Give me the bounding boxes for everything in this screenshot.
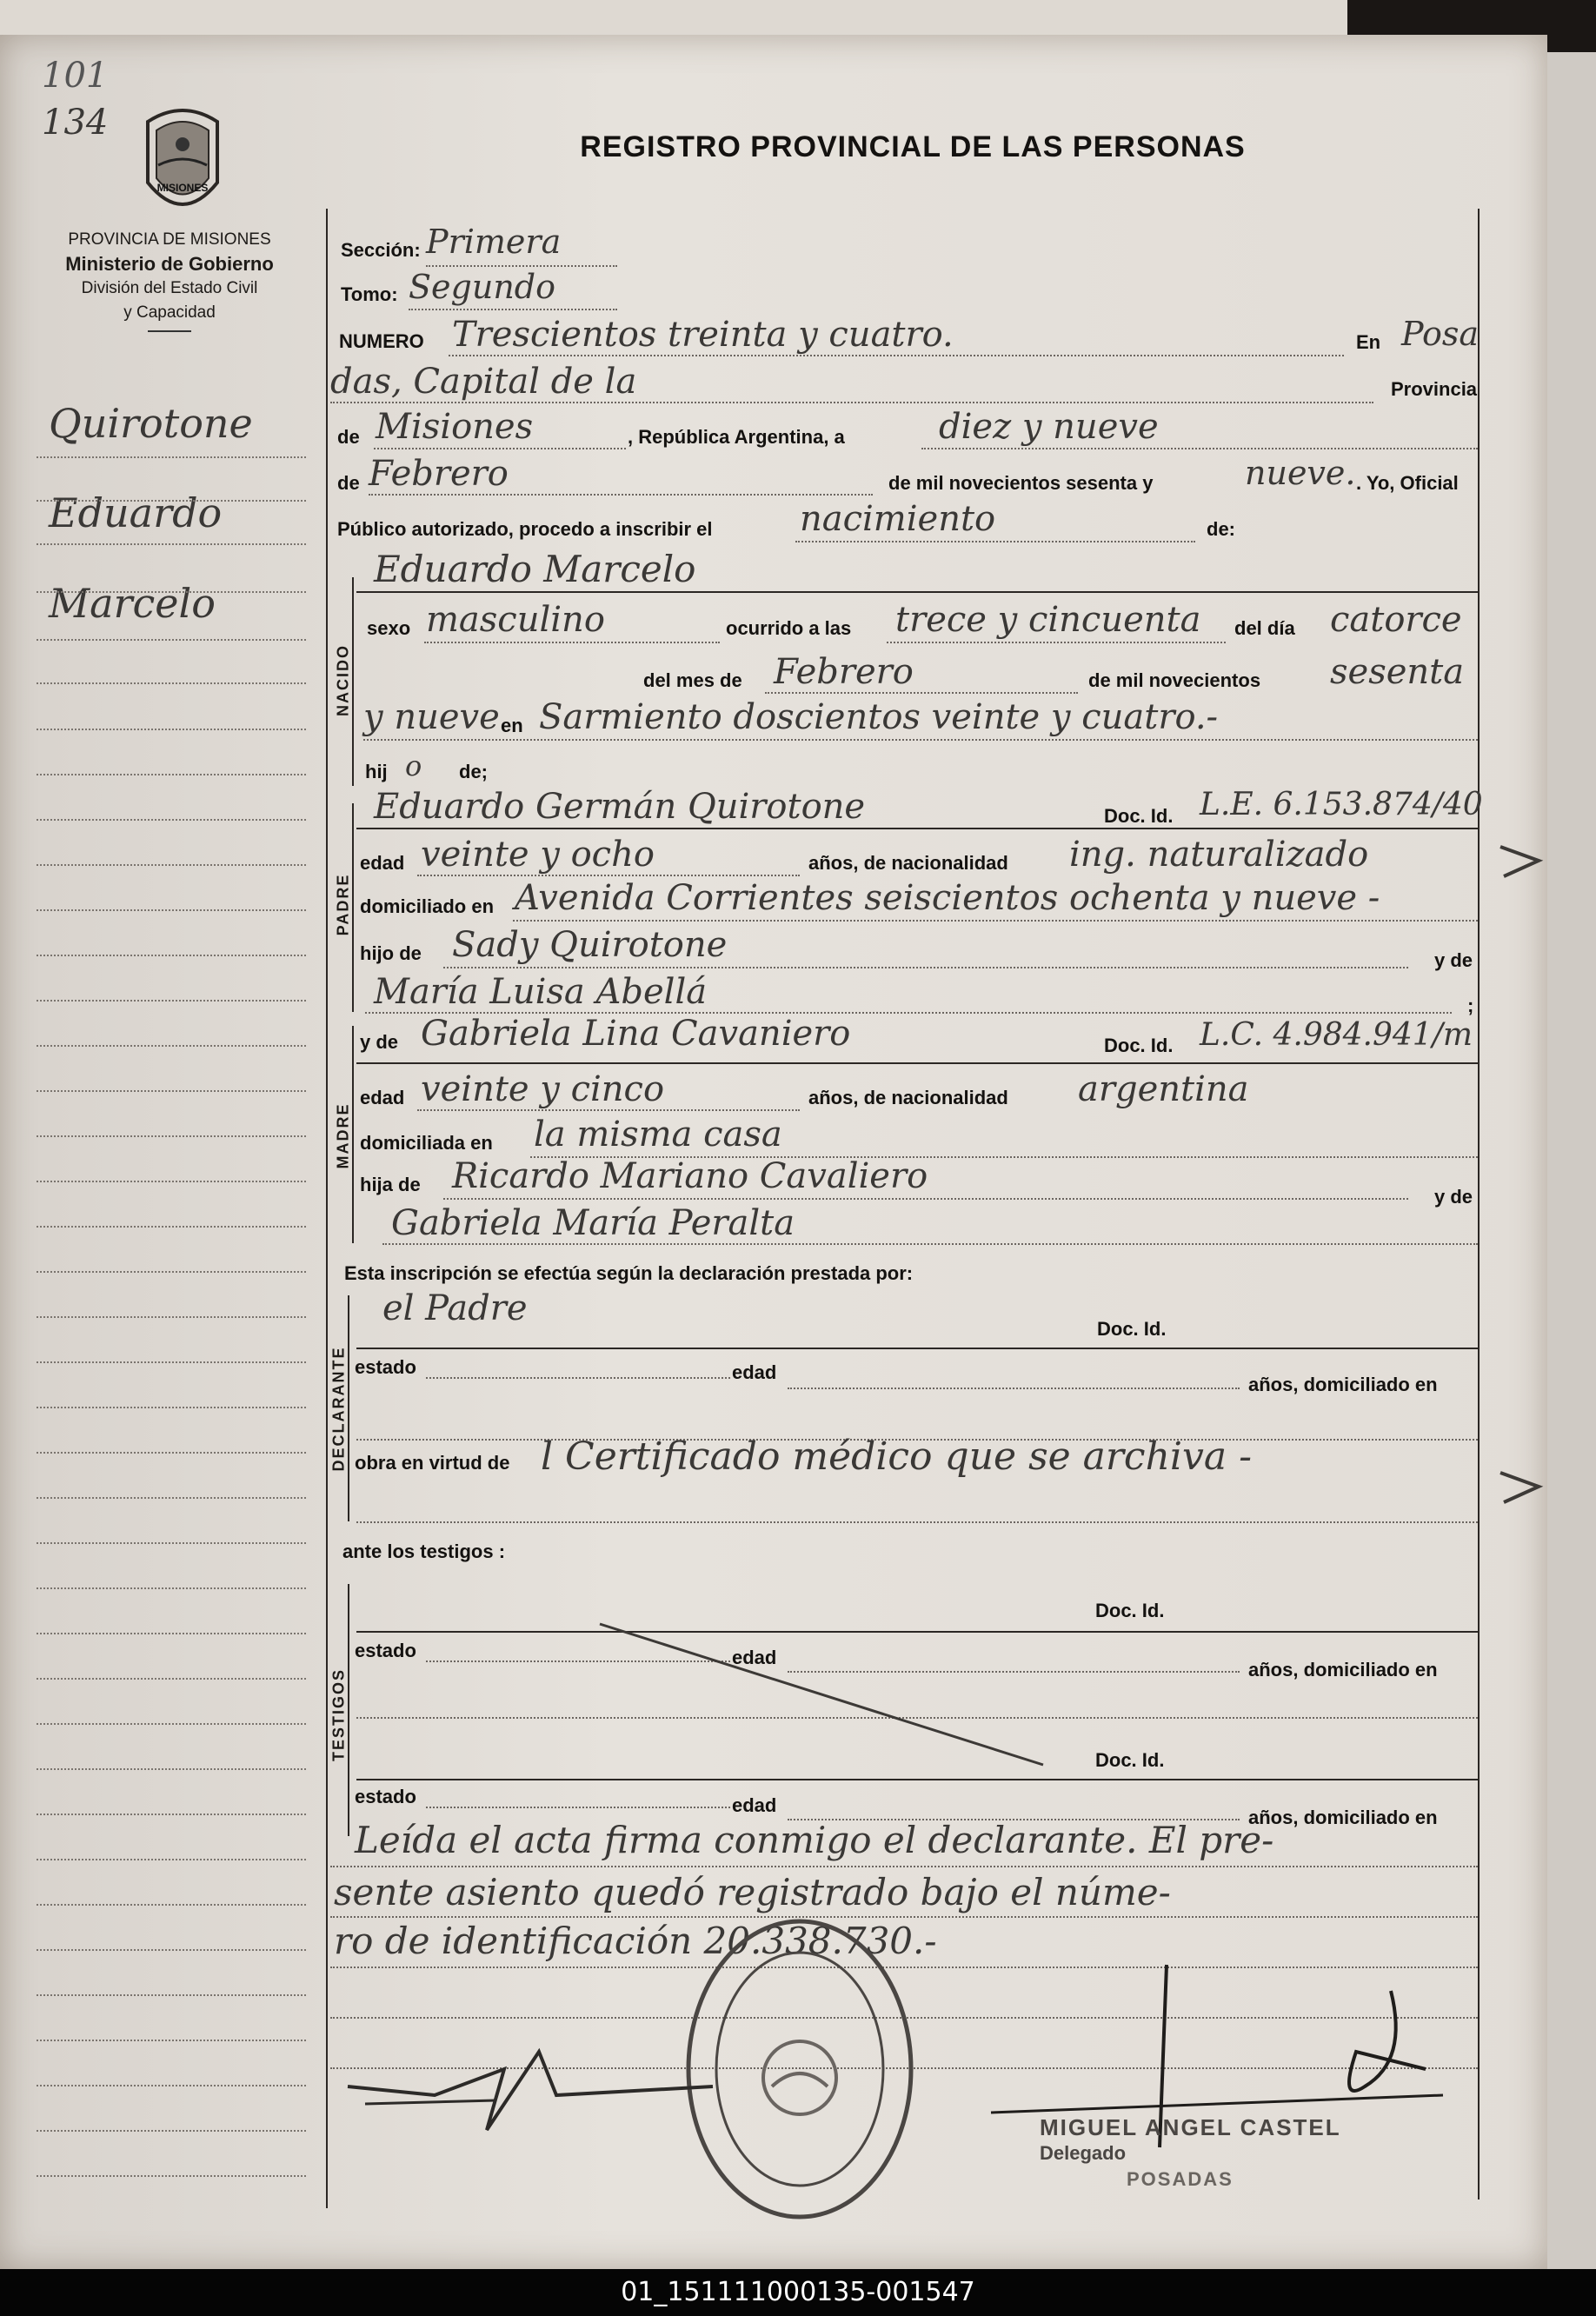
- place-line: [330, 402, 1373, 403]
- seal-label: MISIONES: [156, 182, 209, 194]
- numero-line: [449, 355, 1344, 356]
- date-day: diez y nueve: [939, 407, 1159, 447]
- seccion-label: Sección:: [341, 239, 421, 261]
- declarante-edad-label: edad: [732, 1361, 777, 1383]
- madre-dom: la misma casa: [534, 1115, 782, 1155]
- date-month: Febrero: [369, 454, 509, 494]
- sexo-label: sexo: [367, 617, 411, 639]
- hij-label: hij: [365, 761, 388, 782]
- del-dia-label: del día: [1234, 617, 1295, 639]
- madre-edad-line: [417, 1109, 800, 1111]
- padre-madre: María Luisa Abellá: [374, 972, 708, 1012]
- hora-line: [887, 642, 1226, 643]
- corner-number-top: 101: [42, 56, 109, 96]
- void-strike-line: [591, 1617, 1061, 1774]
- de-semi-label: de;: [459, 761, 488, 782]
- testigo1-estado-label: estado: [355, 1640, 416, 1661]
- padre-edad: veinte y ocho: [421, 835, 655, 875]
- declarante-line: [356, 1348, 1478, 1349]
- sexo-line: [424, 642, 720, 643]
- staple-bottom: [1492, 1461, 1547, 1513]
- madre-nac: argentina: [1078, 1069, 1249, 1109]
- testigo1-dom-label: años, domiciliado en: [1248, 1659, 1438, 1680]
- declarante-value: el Padre: [382, 1288, 528, 1328]
- numero-label: NUMERO: [339, 330, 424, 352]
- padre-dom-line: [513, 920, 1478, 922]
- madre-y-de-label: y de: [1434, 1186, 1473, 1208]
- padre-label: PADRE: [334, 873, 352, 936]
- padre-edad-label: edad: [360, 852, 405, 874]
- sexo-value: masculino: [426, 600, 605, 640]
- obra-label: obra en virtud de: [355, 1452, 510, 1474]
- lugar-value: Sarmiento doscientos veinte y cuatro.-: [539, 697, 1219, 737]
- margin-surname: Quirotone: [49, 400, 253, 447]
- seccion-line: [426, 265, 617, 267]
- padre-dom: Avenida Corrientes seiscientos ochenta y nueve -: [515, 878, 1380, 918]
- tomo-value: Segundo: [409, 268, 555, 306]
- official-title-stamp: Delegado: [1040, 2142, 1127, 2164]
- madre-dom-label: domiciliada en: [360, 1132, 493, 1154]
- testigo2-dom-label: años, domiciliado en: [1248, 1807, 1438, 1828]
- testigos-heading: ante los testigos :: [342, 1541, 506, 1562]
- madre-edad: veinte y cinco: [421, 1069, 665, 1109]
- hijo-de-label: hijo de: [360, 942, 422, 964]
- margin-firstname: Eduardo: [49, 489, 223, 536]
- padre-nombre-line: [356, 828, 1478, 829]
- madre-nac-label: años, de nacionalidad: [808, 1087, 1008, 1108]
- closing-line-2: sente asiento quedó registrado bajo el núme-: [334, 1871, 1171, 1913]
- de-label: de: [337, 426, 360, 448]
- mes-value: Febrero: [774, 652, 914, 692]
- ocurrido-label: ocurrido a las: [726, 617, 852, 639]
- anio-continuation: y nueve: [363, 697, 500, 737]
- padre-nac: ing. naturalizado: [1069, 835, 1369, 875]
- tomo-label: Tomo:: [341, 283, 398, 305]
- obra-value: l Certificado médico que se archiva -: [541, 1434, 1252, 1479]
- testigo2-doc-label: Doc. Id.: [1095, 1749, 1165, 1771]
- de-mil2-label: de mil novecientos: [1088, 669, 1261, 691]
- declarante-label: DECLARANTE: [329, 1346, 348, 1472]
- date-year: nueve.: [1245, 454, 1356, 492]
- numero-value: Trescientos treinta y cuatro.: [452, 315, 954, 355]
- en-label: En: [1356, 331, 1381, 353]
- de-colon-label: de:: [1207, 518, 1235, 540]
- padre-dom-label: domiciliado en: [360, 895, 495, 917]
- declarante-estado-label: estado: [355, 1356, 416, 1378]
- child-name: Eduardo Marcelo: [374, 548, 696, 590]
- declarante-edad-line: [788, 1388, 1240, 1389]
- anio-value: sesenta: [1330, 652, 1465, 692]
- province-line: [374, 448, 626, 449]
- madre-madre-line: [382, 1243, 1478, 1245]
- madre-nombre: Gabriela Lina Cavaniero: [421, 1014, 851, 1054]
- mes-line: [765, 692, 1078, 694]
- padre-y-de-label: y de: [1434, 949, 1473, 971]
- corner-number: 134: [42, 103, 109, 143]
- padre-doc: L.E. 6.153.874/40: [1200, 787, 1483, 822]
- acto-value: nacimiento: [800, 499, 996, 539]
- hij-suffix: o: [405, 749, 422, 782]
- declarante-dom-label: años, domiciliado en: [1248, 1374, 1438, 1395]
- de-label-2: de: [337, 472, 360, 494]
- acto-line: [795, 541, 1195, 542]
- en2-label: en: [501, 715, 523, 736]
- issuer-capacity: y Capacidad: [123, 303, 216, 322]
- de-mil-label: de mil novecientos sesenta y: [888, 472, 1154, 494]
- testigo1-doc-label: Doc. Id.: [1095, 1600, 1165, 1621]
- provincia-label: Provincia: [1391, 378, 1478, 400]
- province-value: Misiones: [376, 407, 534, 447]
- staple-top: [1492, 835, 1547, 887]
- en-continuation: das, Capital de la: [330, 362, 637, 402]
- nacido-label: NACIDO: [334, 644, 352, 716]
- closing-line-1: Leída el acta firma conmigo el declarante. El pre-: [355, 1819, 1274, 1861]
- official-city-stamp: POSADAS: [1127, 2168, 1234, 2190]
- en-value: Posa: [1401, 315, 1480, 353]
- padre-padre-line: [443, 967, 1408, 968]
- book-top-edge: [0, 0, 1347, 35]
- madre-padre-line: [443, 1198, 1408, 1200]
- date-day-line: [921, 448, 1478, 449]
- province-seal: [130, 104, 235, 226]
- declarante-estado-line: [426, 1377, 730, 1379]
- seccion-value: Primera: [426, 223, 562, 261]
- date-month-line: [369, 494, 873, 496]
- issuer-divider: [148, 330, 191, 332]
- inscripcion-label: Esta inscripción se efectúa según la declaración prestada por:: [344, 1262, 914, 1284]
- padre-semicolon: ;: [1467, 995, 1474, 1016]
- madre-nombre-line: [356, 1062, 1478, 1064]
- madre-label: MADRE: [334, 1102, 352, 1169]
- next-page-edge: [1547, 52, 1596, 2278]
- hija-de-label: hija de: [360, 1174, 421, 1195]
- madre-doc-label: Doc. Id.: [1104, 1035, 1174, 1056]
- padre-edad-line: [417, 875, 800, 876]
- issuer-ministry: Ministerio de Gobierno: [65, 253, 274, 275]
- testigo2-estado-label: estado: [355, 1786, 416, 1807]
- hora-value: trece y cincuenta: [895, 600, 1201, 640]
- left-border-line: [326, 209, 328, 2208]
- del-mes-label: del mes de: [643, 669, 742, 691]
- madre-doc: L.C. 4.984.941/m: [1200, 1017, 1473, 1053]
- obra-line: [356, 1521, 1478, 1523]
- madre-edad-label: edad: [360, 1087, 405, 1108]
- padre-padre: Sady Quirotone: [452, 925, 728, 965]
- republica-label: , República Argentina, a: [628, 426, 845, 448]
- testigo1-edad-label: edad: [732, 1647, 777, 1668]
- madre-padre: Ricardo Mariano Cavaliero: [452, 1156, 928, 1196]
- madre-madre: Gabriela María Peralta: [391, 1203, 795, 1243]
- padre-nombre: Eduardo Germán Quirotone: [374, 787, 866, 827]
- declarant-signature: [330, 2034, 730, 2156]
- yo-oficial-label: . Yo, Oficial: [1356, 472, 1459, 494]
- lugar-line: [363, 739, 1478, 741]
- closing-line-3: ro de identificación 20.338.730.-: [334, 1920, 937, 1962]
- margin-middlename: Marcelo: [49, 580, 216, 627]
- padre-nac-label: años, de nacionalidad: [808, 852, 1008, 874]
- issuer-division: División del Estado Civil: [81, 279, 258, 297]
- testigo2-estado-line: [426, 1807, 730, 1808]
- official-name-stamp: MIGUEL ANGEL CASTEL: [1040, 2114, 1341, 2140]
- publico-label: Público autorizado, procedo a inscribir el: [337, 518, 713, 540]
- madre-y-de-label: y de: [360, 1031, 399, 1053]
- image-identifier: 01_151111000135-001547: [621, 2277, 975, 2307]
- padre-doc-label: Doc. Id.: [1104, 805, 1174, 827]
- child-name-line: [356, 591, 1478, 593]
- testigos-label: TESTIGOS: [329, 1668, 348, 1762]
- declarante-doc-label: Doc. Id.: [1097, 1318, 1167, 1340]
- closing-line-1-rule: [330, 1866, 1478, 1867]
- right-border-line: [1478, 209, 1480, 2200]
- document-title: REGISTRO PROVINCIAL DE LAS PERSONAS: [580, 130, 1246, 163]
- dia-value: catorce: [1330, 600, 1462, 640]
- issuer-block: [35, 228, 304, 332]
- tomo-line: [409, 309, 617, 310]
- issuer-province: PROVINCIA DE MISIONES: [68, 230, 271, 249]
- testigo2-edad-label: edad: [732, 1794, 777, 1816]
- testigo2-line: [356, 1779, 1478, 1780]
